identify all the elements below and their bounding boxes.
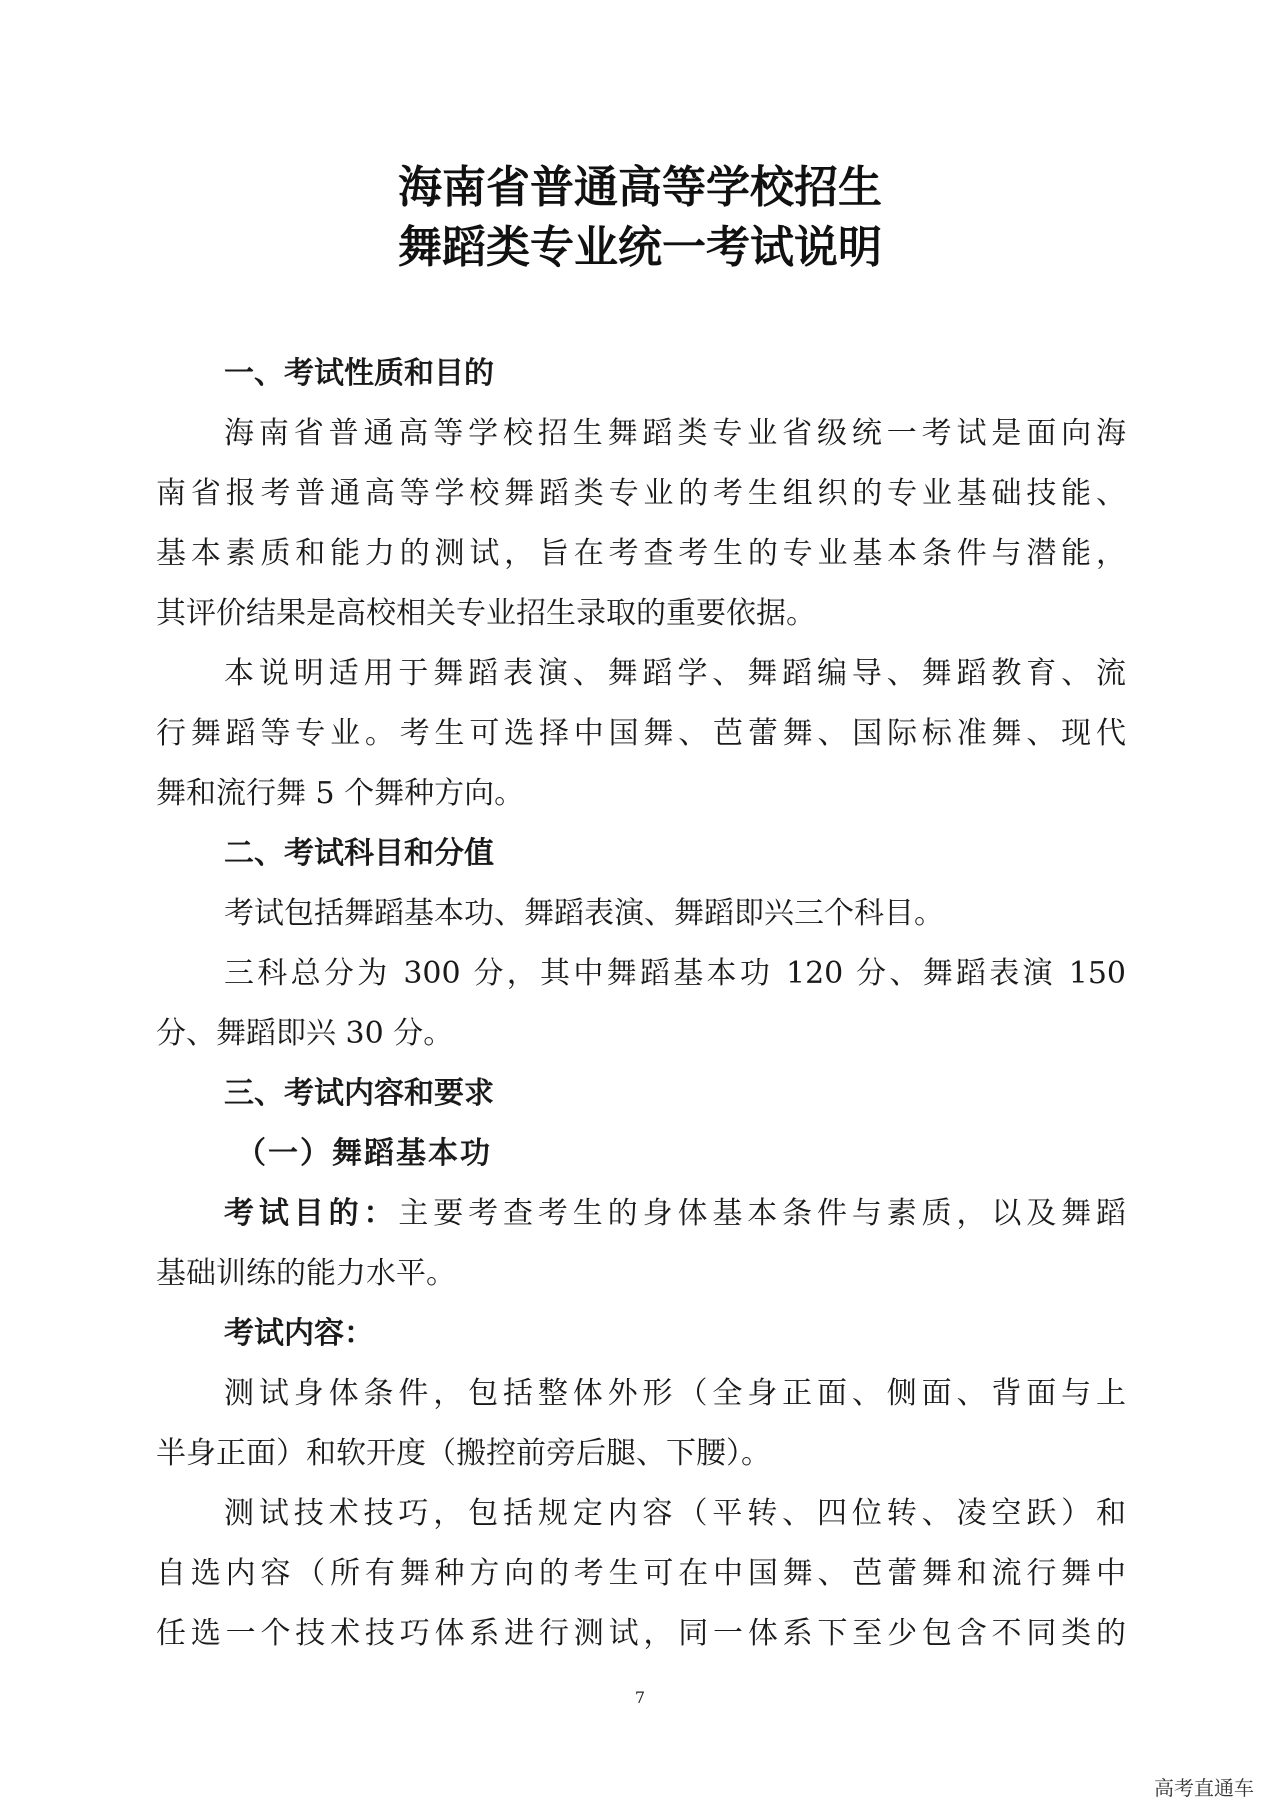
watermark: 高考直通车 xyxy=(1154,1776,1254,1800)
section-heading-3: 三、考试内容和要求 xyxy=(224,1076,494,1111)
paragraph-line: 测试技术技巧，包括规定内容（平转、四位转、凌空跃）和 xyxy=(224,1496,1126,1531)
paragraph-line: 半身正面）和软开度（搬控前旁后腿、下腰）。 xyxy=(156,1436,771,1471)
page-title-line-1: 海南省普通高等学校招生 xyxy=(398,162,882,213)
paragraph-line: 基本素质和能力的测试，旨在考查考生的专业基本条件与潜能， xyxy=(156,536,1126,571)
purpose-label: 考试目的： xyxy=(224,1196,399,1231)
paragraph-line: 行舞蹈等专业。考生可选择中国舞、芭蕾舞、国际标准舞、现代 xyxy=(156,716,1126,751)
page-title-line-2: 舞蹈类专业统一考试说明 xyxy=(398,222,882,273)
paragraph-line: 南省报考普通高等学校舞蹈类专业的考生组织的专业基础技能、 xyxy=(156,476,1126,511)
content-label: 考试内容： xyxy=(224,1316,374,1351)
section-heading-1: 一、考试性质和目的 xyxy=(224,356,494,391)
paragraph-line: 三科总分为 300 分，其中舞蹈基本功 120 分、舞蹈表演 150 xyxy=(224,956,1126,991)
paragraph-line: 本说明适用于舞蹈表演、舞蹈学、舞蹈编导、舞蹈教育、流 xyxy=(224,656,1126,691)
paragraph-line: 考试包括舞蹈基本功、舞蹈表演、舞蹈即兴三个科目。 xyxy=(224,896,944,931)
page-number: 7 xyxy=(634,1688,646,1707)
paragraph-line: 舞和流行舞 5 个舞种方向。 xyxy=(156,776,525,811)
paragraph-line: 任选一个技术技巧体系进行测试，同一体系下至少包含不同类的 xyxy=(156,1616,1126,1651)
purpose-text: 主要考查考生的身体基本条件与素质，以及舞蹈 xyxy=(398,1196,1127,1231)
paragraph-line xyxy=(156,1184,1126,1244)
subsection-heading: （一）舞蹈基本功 xyxy=(236,1136,492,1171)
paragraph-line: 分、舞蹈即兴 30 分。 xyxy=(156,1016,454,1051)
paragraph-line: 自选内容（所有舞种方向的考生可在中国舞、芭蕾舞和流行舞中 xyxy=(156,1556,1126,1591)
paragraph-line: 测试身体条件，包括整体外形（全身正面、侧面、背面与上 xyxy=(224,1376,1126,1411)
paragraph-line: 基础训练的能力水平。 xyxy=(156,1256,456,1291)
document-body xyxy=(156,344,1126,1664)
paragraph-line: 海南省普通高等学校招生舞蹈类专业省级统一考试是面向海 xyxy=(224,416,1126,451)
section-heading-2: 二、考试科目和分值 xyxy=(224,836,494,871)
paragraph-line: 其评价结果是高校相关专业招生录取的重要依据。 xyxy=(156,596,816,631)
